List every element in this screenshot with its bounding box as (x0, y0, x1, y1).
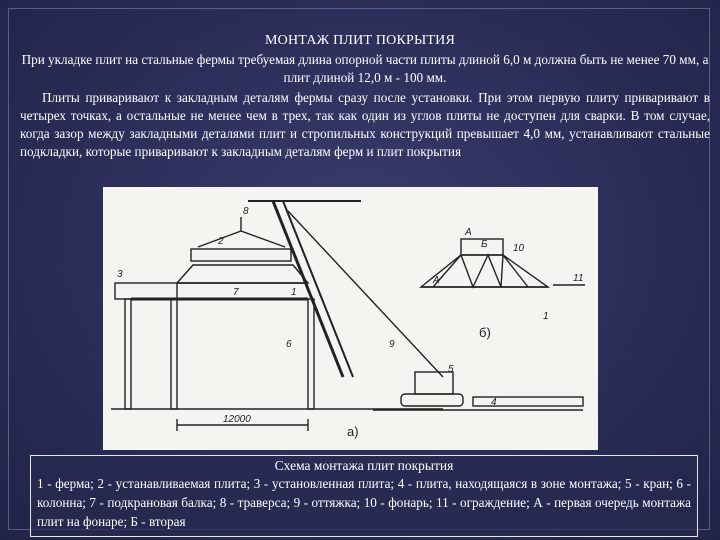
label-a-upper: A (465, 227, 472, 238)
view-a-label: а) (347, 424, 359, 439)
label-1-right: 1 (543, 311, 549, 322)
installation-scheme-figure (103, 187, 598, 450)
label-11: 11 (573, 273, 584, 284)
column-right (308, 299, 314, 409)
label-8: 8 (243, 206, 249, 217)
dimension-label: 12000 (223, 414, 251, 425)
label-7: 7 (233, 287, 239, 298)
label-1-left: 1 (291, 287, 297, 298)
lantern-truss-web (433, 255, 528, 287)
view-b-label: б) (479, 325, 491, 340)
paragraph-support-length: При укладке плит на стальные фермы требуемая длина опорной части плиты длиной 6,0 м должна быть не менее 70 мм, а плит длиной 12,0 м - 100 мм. (21, 52, 709, 85)
column-mid (171, 299, 177, 409)
installed-slab (115, 283, 177, 299)
label-2: 2 (218, 236, 224, 247)
label-9: 9 (389, 339, 395, 350)
label-6: 6 (286, 339, 292, 350)
caption-title: Схема монтажа плит покрытия (274, 458, 454, 473)
label-10: 10 (513, 243, 525, 254)
label-3: 3 (117, 269, 123, 280)
installation-scheme-drawing (103, 187, 598, 450)
slab-being-installed (191, 249, 291, 261)
lantern-truss (421, 255, 548, 287)
label-4: 4 (491, 397, 497, 408)
slab-in-zone (473, 397, 583, 406)
crane-tracks (401, 394, 463, 406)
caption-legend: 1 - ферма; 2 - устанавливаемая плита; 3 - установленная плита; 4 - плита, находящаяся в зоне монтажа; 5 - кран; 6 - колонна; 7 - подкрановая балка; 8 - траверса; 9 - оттяжка; 10 - фонарь; 11 - ограждение; А - первая очередь монтажа плит на фонаре; Б - вторая (37, 476, 691, 529)
slide-title: МОНТАЖ ПЛИТ ПОКРЫТИЯ (265, 33, 455, 48)
label-b: Б (481, 239, 488, 250)
column-left (125, 299, 131, 409)
label-5: 5 (448, 364, 454, 375)
truss (177, 265, 308, 283)
traverse (198, 231, 285, 247)
label-a-lower: A (433, 275, 440, 286)
paragraph-welding: Плиты приваривают к закладным деталям фермы сразу после установки. При этом первую плиту приваривают в четырех точках, а остальные не менее чем в трех, так как один из углов плиты не доступен для сварки. В том случае, когда зазор между закладными деталями плит и стропильных конструкций превышает 4,0 мм, устанавливают стальные подкладки, которые приваривают к закладным деталям ферм и плит покрытия (20, 90, 710, 159)
caption-box (30, 455, 698, 537)
crane-cab (415, 372, 453, 394)
